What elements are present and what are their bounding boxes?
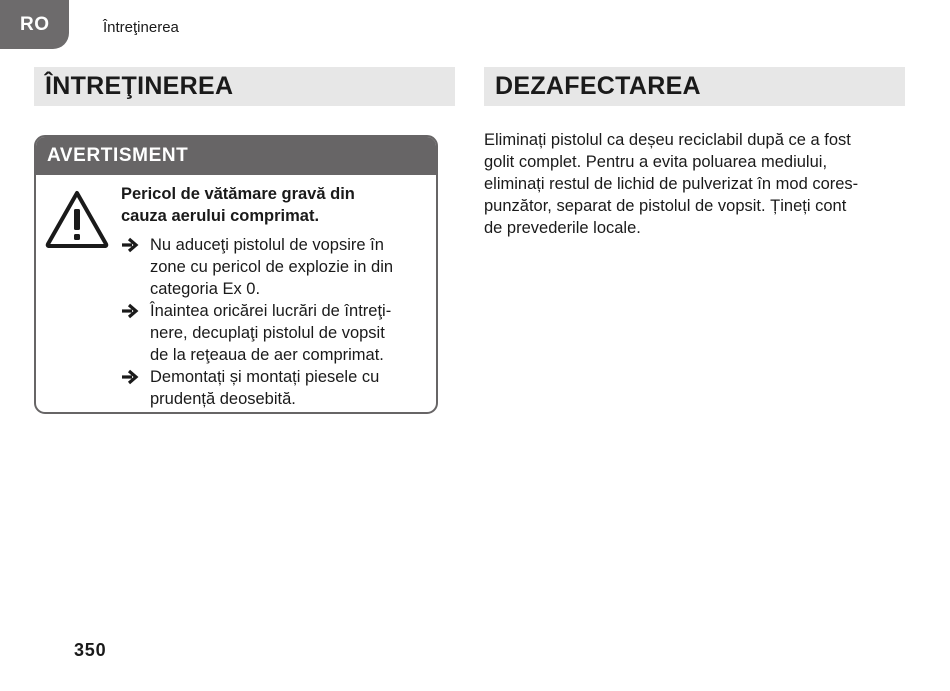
warning-bullet (121, 300, 431, 366)
language-tab: RO (0, 0, 69, 49)
bullet-line: prudență deosebită. (150, 390, 296, 408)
warning-title-line: cauza aerului comprimat. (121, 207, 320, 225)
warning-triangle-icon (45, 189, 109, 249)
arrow-right-icon (121, 237, 139, 253)
arrow-right-icon (121, 369, 139, 385)
running-header: Întreţinerea (103, 19, 179, 36)
disposal-paragraph (484, 129, 909, 239)
bullet-line: Demontați și montați piesele cu (150, 368, 380, 386)
bullet-line: Nu aduceţi pistolul de vopsire în (150, 236, 384, 254)
bullet-line: de la reţeaua de aer comprimat. (150, 346, 384, 364)
arrow-right-icon (121, 303, 139, 319)
bullet-line: categoria Ex 0. (150, 280, 261, 298)
paragraph-line: eliminați restul de lichid de pulverizat în mod cores- (484, 175, 859, 193)
section-title-disposal: DEZAFECTAREA (484, 67, 905, 106)
warning-title (121, 183, 431, 227)
warning-title-line: Pericol de vătămare gravă din (121, 185, 355, 203)
bullet-line: zone cu pericol de explozie in din (150, 258, 394, 276)
warning-bullet (121, 234, 431, 300)
warning-bullet (121, 366, 431, 410)
warning-label: AVERTISMENT (36, 137, 436, 175)
paragraph-line: de prevederile locale. (484, 219, 641, 237)
section-title-maintenance: ÎNTREŢINEREA (34, 67, 455, 106)
paragraph-line: punzător, separat de pistolul de vopsit. Țineți cont (484, 197, 847, 215)
bullet-line: nere, decuplaţi pistolul de vopsit (150, 324, 385, 342)
page-number: 350 (74, 640, 107, 660)
paragraph-line: Eliminați pistolul ca deșeu reciclabil după ce a fost (484, 131, 851, 149)
warning-box (34, 135, 438, 414)
bullet-line: Înaintea oricărei lucrări de întreţi- (150, 302, 392, 320)
warning-content (121, 183, 431, 410)
paragraph-line: golit complet. Pentru a evita poluarea mediului, (484, 153, 828, 171)
